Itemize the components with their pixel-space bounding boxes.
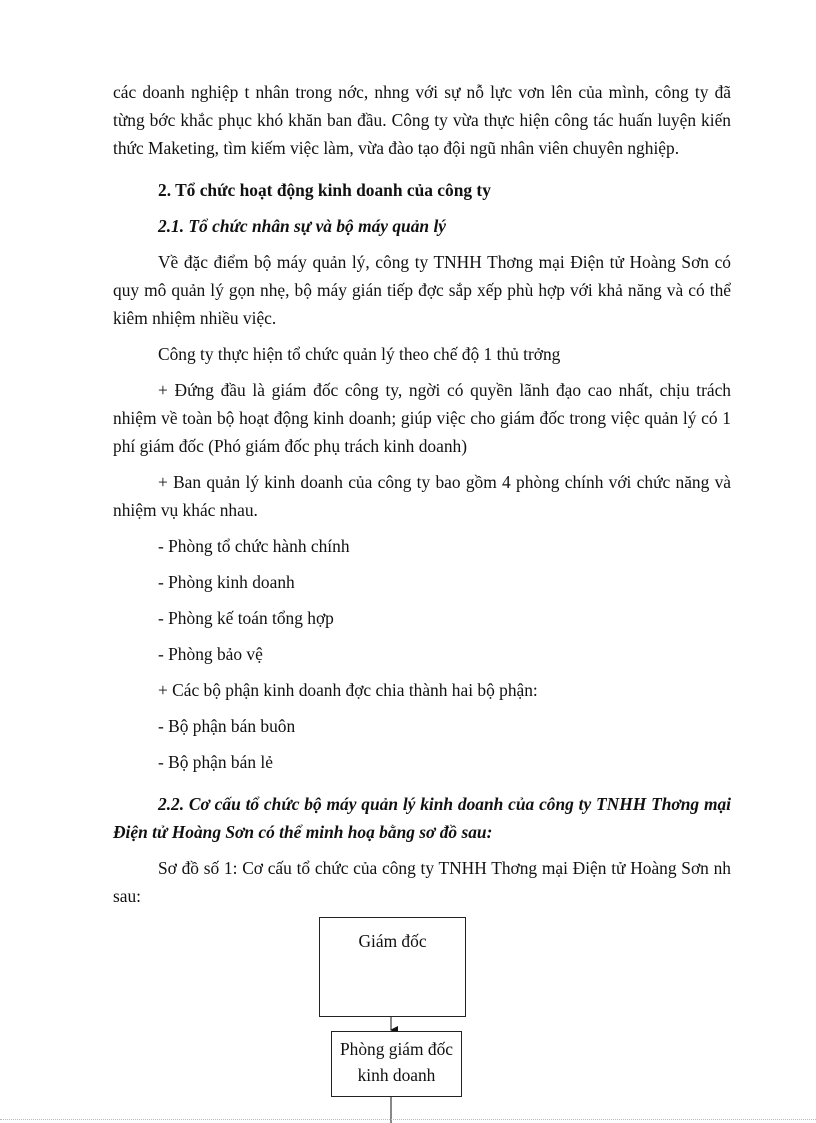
paragraph-director: + Đứng đầu là giám đốc công ty, ngời có quyền lãnh đạo cao nhất, chịu trách nhiệm về toàn bộ hoạt động kinh doanh; giúp việc cho giám đốc trong việc quản lý có 1 phí giám đốc (Phó giám đốc phụ trách kinh doanh) — [113, 380, 731, 456]
paragraph-business-units: + Các bộ phận kinh doanh đợc chia thành hai bộ phận: — [158, 680, 538, 700]
list-item: - Phòng tổ chức hành chính — [158, 536, 350, 556]
paragraph-management-features: Về đặc điểm bộ máy quản lý, công ty TNHH Thơng mại Điện tử Hoàng Sơn có quy mô quản lý gọn nhẹ, bộ máy gián tiếp đợc sắp xếp phù hợp với khả năng và có thể kiêm nhiệm nhiều việc. — [113, 252, 731, 328]
diagram-caption: Sơ đồ số 1: Cơ cấu tổ chức của công ty TNHH Thơng mại Điện tử Hoàng Sơn nh sau: — [113, 858, 731, 906]
list-item: - Phòng kế toán tổng hợp — [158, 608, 334, 628]
org-box-label — [332, 1032, 461, 1088]
page-footer-divider — [0, 1119, 816, 1120]
list-item: - Bộ phận bán lẻ — [158, 752, 273, 772]
list-item: - Phòng bảo vệ — [158, 644, 263, 664]
list-item: - Bộ phận bán buôn — [158, 716, 296, 736]
org-box-label-line1: Phòng giám đốc — [339, 1039, 454, 1059]
section-heading-2: 2. Tổ chức hoạt động kinh doanh của công ty — [158, 180, 491, 200]
paragraph-departments: + Ban quản lý kinh doanh của công ty bao gồm 4 phòng chính với chức năng và nhiệm vụ khác nhau. — [113, 472, 731, 520]
org-box-sales-director — [331, 1031, 462, 1097]
section-heading-2-1: 2.1. Tổ chức nhân sự và bộ máy quản lý — [158, 216, 446, 236]
section-heading-2-2: 2.2. Cơ cấu tổ chức bộ máy quản lý kinh doanh của công ty TNHH Thơng mại Điện tử Hoàng Sơn có thể minh hoạ bằng sơ đồ sau: — [113, 794, 731, 842]
org-box-label-line2: kinh doanh — [357, 1065, 436, 1085]
org-box-director — [319, 917, 466, 1017]
list-item: - Phòng kinh doanh — [158, 572, 295, 592]
paragraph-management-mode: Công ty thực hiện tổ chức quản lý theo chế độ 1 thủ trởng — [158, 344, 561, 364]
paragraph-intro: các doanh nghiệp t nhân trong nớc, nhng với sự nỗ lực vơn lên của mình, công ty đã từng bớc khắc phục khó khăn ban đầu. Công ty vừa thực hiện công tác huấn luyện kiến thức Maketing, tìm kiếm việc làm, vừa đào tạo đội ngũ nhân viên chuyên nghiệp. — [113, 82, 731, 158]
org-box-label: Giám đốc — [358, 931, 427, 951]
document-body — [113, 78, 731, 910]
